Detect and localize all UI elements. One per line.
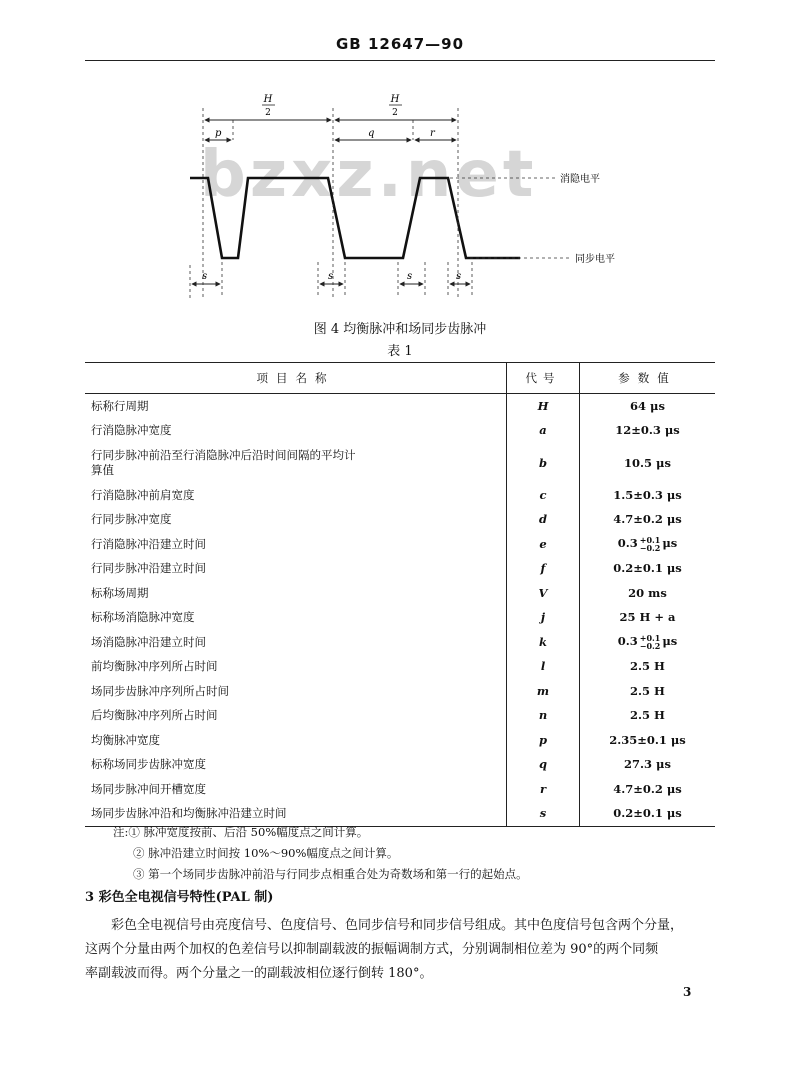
row-code: a <box>507 419 580 444</box>
row-value: 2.5 H <box>630 708 665 723</box>
row-name: 场同步脉冲间开槽宽度 <box>91 781 206 796</box>
row-code: q <box>507 753 580 778</box>
header-code: 代号 <box>507 363 580 394</box>
row-code: l <box>507 655 580 680</box>
table-notes <box>113 822 528 885</box>
row-name: 标称场消隐脉冲宽度 <box>91 610 195 625</box>
waveform <box>190 178 520 258</box>
row-value: 64 μs <box>630 398 665 413</box>
table-row <box>85 483 715 508</box>
row-value: 12±0.3 μs <box>615 423 680 438</box>
section-paragraph <box>85 914 715 986</box>
page-number: 3 <box>683 985 692 999</box>
paragraph-line-2: 这两个分量由两个加权的色差信号以抑制副载波的振幅调制方式，分别调制相位差为 90°的两个同频 <box>85 942 659 957</box>
paragraph-line-3: 率副载波而得。两个分量之一的副载波相位逐行倒转 180°。 <box>85 966 433 981</box>
row-value: 10.5 μs <box>624 455 671 470</box>
label-blanking-level: 消隐电平 <box>560 174 600 185</box>
table-row <box>85 655 715 680</box>
parameter-table <box>85 362 715 827</box>
table-row <box>85 728 715 753</box>
row-value: 25 H + a <box>619 610 676 625</box>
row-code: j <box>507 606 580 631</box>
row-name: 行消隐脉冲沿建立时间 <box>91 536 206 551</box>
row-code: c <box>507 483 580 508</box>
label-s3: s <box>407 271 413 282</box>
label-r: r <box>430 128 435 139</box>
row-code: H <box>507 394 580 419</box>
note-3: ③ 第一个场同步齿脉冲前沿与行同步点相重合处为奇数场和第一行的起始点。 <box>133 867 528 881</box>
label-sync-level: 同步电平 <box>575 254 615 265</box>
row-name: 行同步脉冲宽度 <box>91 512 172 527</box>
table-title: 表 1 <box>387 344 413 359</box>
row-value: 4.7±0.2 μs <box>613 781 682 796</box>
row-code: p <box>507 728 580 753</box>
table-header-row <box>85 363 715 394</box>
row-name: 行消隐脉冲前肩宽度 <box>91 487 195 502</box>
row-code: r <box>507 777 580 802</box>
table-row <box>85 443 715 483</box>
header-value: 参数值 <box>580 363 716 394</box>
row-value: 27.3 μs <box>624 757 671 772</box>
table-row <box>85 679 715 704</box>
table-row <box>85 532 715 557</box>
row-name: 均衡脉冲宽度 <box>91 732 160 747</box>
row-value: 1.5±0.3 μs <box>613 487 682 502</box>
header-name: 项目名称 <box>85 363 507 394</box>
row-value: 2.5 H <box>630 683 665 698</box>
row-name: 行同步脉冲前沿至行消隐脉冲后沿时间间隔的平均计 算值 <box>91 448 356 477</box>
row-name: 场同步齿脉冲沿和均衡脉冲沿建立时间 <box>85 802 507 827</box>
paragraph-line-1: 彩色全电视信号由亮度信号、色度信号、色同步信号和同步信号组成。其中色度信号包含两个分量， <box>111 918 684 933</box>
row-code: e <box>507 532 580 557</box>
row-value: 0.3 +0.1 −0.2 μs <box>617 535 678 554</box>
pulse-diagram <box>0 70 800 320</box>
row-code: V <box>507 581 580 606</box>
row-name: 行消隐脉冲宽度 <box>91 423 172 438</box>
row-value: 0.3 +0.1 −0.2 μs <box>617 633 678 652</box>
label-s2: s <box>328 271 334 282</box>
row-value: 20 ms <box>628 585 667 600</box>
table-row <box>85 630 715 655</box>
row-name: 标称场周期 <box>91 585 149 600</box>
row-value: 2.35±0.1 μs <box>609 732 686 747</box>
table-row <box>85 419 715 444</box>
table-row <box>85 753 715 778</box>
header-rule <box>85 60 715 61</box>
label-h-right-den: 2 <box>392 108 398 118</box>
row-code: d <box>507 508 580 533</box>
table-row <box>85 606 715 631</box>
row-name: 前均衡脉冲序列所占时间 <box>91 659 218 674</box>
table-row <box>85 704 715 729</box>
label-q: q <box>368 128 375 139</box>
table-row <box>85 581 715 606</box>
row-name: 标称行周期 <box>91 398 149 413</box>
row-code: m <box>507 679 580 704</box>
table-row <box>85 394 715 419</box>
row-code: n <box>507 704 580 729</box>
row-value: 0.2±0.1 μs <box>613 561 682 576</box>
row-name: 场消隐脉冲沿建立时间 <box>91 634 206 649</box>
label-s1: s <box>202 271 208 282</box>
watermark: bzxz.net <box>200 138 538 212</box>
table-row <box>85 557 715 582</box>
row-code: f <box>507 557 580 582</box>
label-s4: s <box>456 271 462 282</box>
row-value: 4.7±0.2 μs <box>613 512 682 527</box>
row-code: b <box>507 443 580 483</box>
label-h-right-num: H <box>390 94 400 105</box>
note-2: ② 脉冲沿建立时间按 10%～90%幅度点之间计算。 <box>133 846 399 860</box>
row-name: 后均衡脉冲序列所占时间 <box>91 708 218 723</box>
row-code: s <box>507 802 580 827</box>
label-h-left-den: 2 <box>265 108 271 118</box>
dimension-arrows <box>192 120 470 284</box>
table-row <box>85 777 715 802</box>
row-name: 行同步脉冲沿建立时间 <box>91 561 206 576</box>
section-title: 3 彩色全电视信号特性(PAL 制) <box>85 890 274 905</box>
page-header: GB 12647—90 <box>335 35 465 53</box>
row-value: 0.2±0.1 μs <box>580 802 716 827</box>
row-value: 2.5 H <box>630 659 665 674</box>
label-p: p <box>215 128 222 139</box>
label-h-left-num: H <box>263 94 273 105</box>
row-code: k <box>507 630 580 655</box>
note-1: 注:① 脉冲宽度按前、后沿 50%幅度点之间计算。 <box>113 825 369 839</box>
row-name: 场同步齿脉冲序列所占时间 <box>91 683 229 698</box>
figure-caption: 图 4 均衡脉冲和场同步齿脉冲 <box>313 322 487 337</box>
table-row <box>85 508 715 533</box>
guide-lines <box>190 108 570 298</box>
row-name: 标称场同步齿脉冲宽度 <box>91 757 206 772</box>
